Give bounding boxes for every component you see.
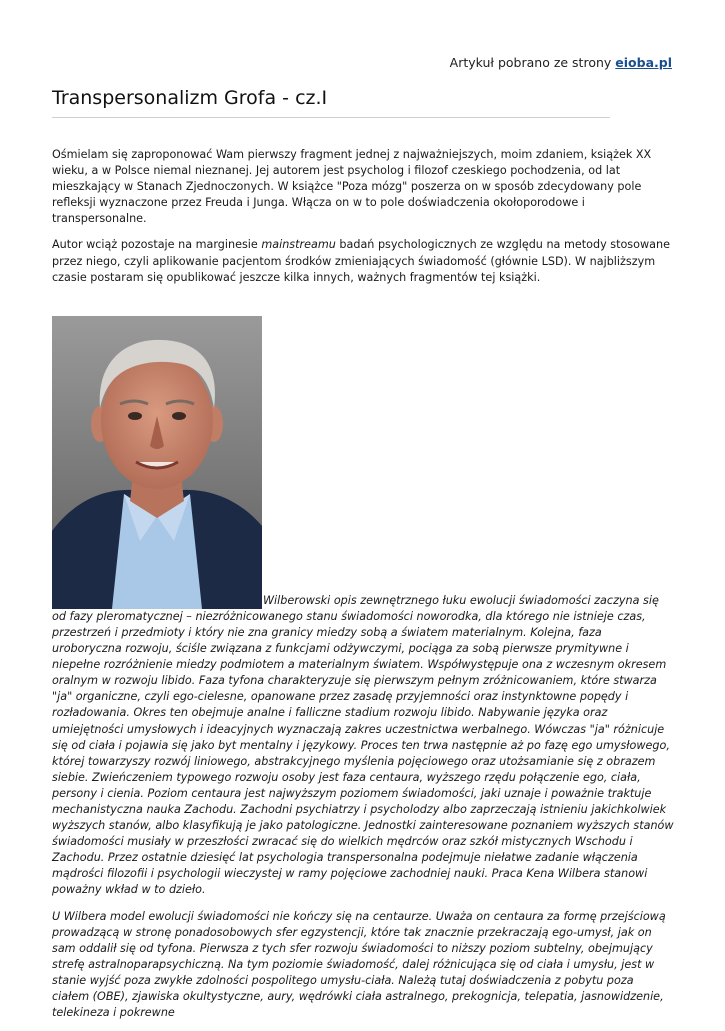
- paragraph-author-end: badań psychologicznych ze względu na metody stosowane przez niego, czyli aplikowanie pacjentom środków zmieniających świadomość (głównie LSD). W najbliższym czasie postaram się opublikować jeszcze kilka innych, ważnych fragmentów tej książki.: [52, 238, 670, 284]
- paragraph-centaur: U Wilbera model ewolucji świadomości nie kończy się na centaurze. Uważa on centaura za formę przejściową prowadzącą w stronę ponadosobowych sfer egzystencji, które tak znacznie przekraczają ego-umysł, jak on sam oddalił się od tyfona. Pierwsza z tych sfer rozwoju świadomości to niższy poziom subtelny, obejmujący strefę astralnoparapsychiczną. Na tym poziomie świadomość, dalej różnicująca się od ciała i umysłu, jest w stanie wyjść poza zwykłe zdolności pospolitego umysłu-ciała. Należą tutaj doświadczenia z pobytu poza ciałem (OBE), zjawiska okultystyczne, aury, wędrówki ciała astralnego, prekognicja, telepatia, jasnowidzenie, telekineza i pokrewne: [52, 909, 666, 1020]
- paragraph-author-start: Autor wciąż pozostaje na marginesie: [52, 238, 262, 252]
- author-portrait: [52, 316, 262, 609]
- photo-section: [52, 316, 674, 899]
- mainstream-term: mainstreamu: [261, 238, 336, 252]
- article-body: [52, 147, 674, 1031]
- paragraph-intro: Ośmielam się zaproponować Wam pierwszy fragment jednej z najważniejszych, moim zdaniem, książek XX wieku, a w Polsce niemal nieznanej. Jej autorem jest psycholog i filozof czeskiego pochodzenia, od lat mieszkający w Stanach Zjednoczonych. W książce "Poza mózg" poszerza on w sposób zdecydowany pole refleksji wyznaczone przez Freuda i Junga. Włącza on w to pole doświadczenia okołoporodowe i transpersonalne.: [52, 148, 652, 226]
- title-divider: [52, 117, 610, 118]
- source-link[interactable]: eioba.pl: [615, 55, 672, 70]
- paragraph-wilber-text: Wilberowski opis zewnętrznego łuku ewolucji świadomości zaczyna się od fazy pleromatycznej – niezróżnicowanego stanu świadomości noworodka, dla którego nie istnieje czas, przestrzeń i przedmioty i który nie zna granicy miedzy sobą a światem materialnym. Kolejna, faza uroboryczna rozwoju, ściśle związana z funkcjami odżywczymi, pociąga za sobą pierwsze prymitywne i niepełne rozróżnienie miedzy podmiotem a materialnym światem. Współwystępuje ona z wczesnym okresem oralnym w rozwoju libido. Faza tyfona charakteryzuje się pierwszym pełnym zróżnicowaniem, które stwarza "ja" organiczne, czyli ego-cielesne, opanowane przez zasadę przyjemności oraz instynktowne popędy i rozładowania. Okres ten obejmuje analne i falliczne stadium rozwoju libido. Nabywanie języka oraz umiejętności umysłowych i ideacyjnych wyznaczają zakres uczestnictwa werbalnego. Wówczas "ja" różnicuje się od ciała i pojawia się jako byt mentalny i językowy. Proces ten trwa następnie aż po fazę ego umysłowego, której towarzyszy rozwój liniowego, abstrakcyjnego myślenia pojęciowego oraz utożsamianie się z obrazem siebie. Zwieńczeniem typowego rozwoju osoby jest faza centaura, wyższego rzędu połączenie ego, ciała, persony i cienia. Poziom centaura jest najwyższym poziomem świadomości, jaki uznaje i poważnie traktuje mechanistyczna nauka Zachodu. Zachodni psychiatrzy i psycholodzy albo zaprzeczają istnieniu jakichkolwiek wyższych stanów, albo klasyfikują je jako patologiczne. Jednostki zainteresowane poznaniem wyższych stanów świadomości musiały w przeszłości zwracać się do wielkich mędrców oraz szkół mistycznych Wschodu i Zachodu. Przez ostatnie dziesięć lat psychologia transpersonalna podejmuje niełatwe zadanie włączenia mądrości filozofii i psychologii wieczystej w ramy pojęciowe zachodniej nauki. Praca Kena Wilbera stanowi poważny wkład w to dzieło.: [52, 593, 674, 897]
- source-prefix: Artykuł pobrano ze strony: [449, 55, 612, 70]
- paragraph-author: [52, 237, 674, 285]
- page-title: Transpersonalizm Grofa - cz.I: [52, 87, 328, 109]
- source-attribution: [450, 55, 672, 70]
